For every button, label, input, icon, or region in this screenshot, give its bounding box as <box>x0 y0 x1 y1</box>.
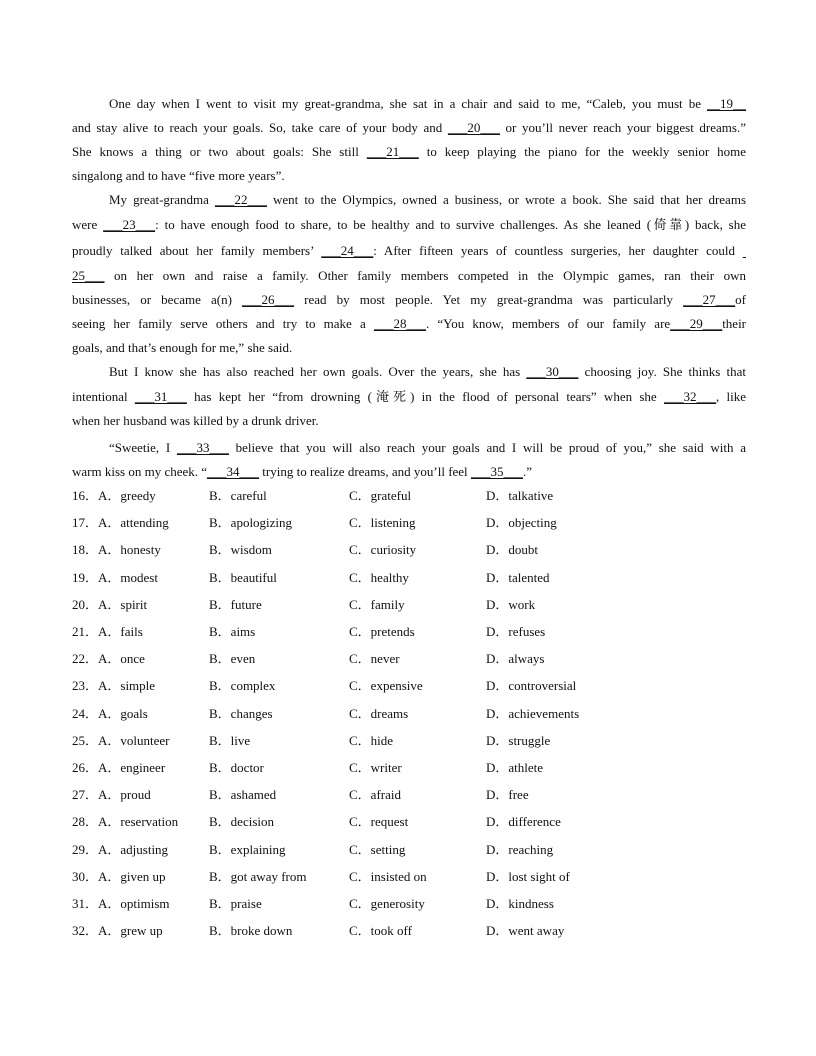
passage-text: goals, and that’s enough for me,” she said. <box>72 340 293 355</box>
passage-text: their <box>722 316 747 331</box>
passage-text: or you’ll never reach your biggest dreams.” <box>499 120 746 135</box>
option-b: B．changes <box>209 706 273 721</box>
question-row <box>72 676 746 698</box>
question-row <box>72 758 746 780</box>
option-d: D．kindness <box>486 896 554 911</box>
option-b: B．apologizing <box>209 515 293 530</box>
passage-text: and stay alive to reach your goals. So, take care of your body and <box>72 120 448 135</box>
option-a <box>72 921 163 941</box>
question-row <box>72 540 746 562</box>
option-b: B．decision <box>209 814 274 829</box>
question-row <box>72 513 746 535</box>
option-a-text: volunteer <box>120 733 170 748</box>
option-b: B．explaining <box>209 842 286 857</box>
passage-text: My great-grandma <box>109 192 215 207</box>
option-a <box>72 812 178 832</box>
answer-blank: ___21___ <box>366 144 419 159</box>
option-d: D．refuses <box>486 624 546 639</box>
question-number: 23．A． <box>72 678 121 693</box>
question-row <box>72 867 746 889</box>
passage-text: to keep playing the piano for the weekly senior home <box>418 144 746 159</box>
option-a <box>72 595 147 615</box>
option-c: C．curiosity <box>349 542 417 557</box>
passage-text: : After fifteen years of countless surgeries, her daughter could <box>373 243 743 258</box>
passage-text: choosing joy. She thinks that <box>578 364 746 379</box>
option-a <box>72 676 155 696</box>
passage-line <box>72 118 746 142</box>
passage-line <box>72 266 746 290</box>
option-b: B．careful <box>209 488 267 503</box>
question-number: 31．A． <box>72 896 121 911</box>
passage-text: , like <box>715 389 746 404</box>
option-a-text: modest <box>120 570 158 585</box>
option-a <box>72 731 169 751</box>
answer-blank <box>743 243 746 258</box>
passage-line <box>72 190 746 214</box>
option-a <box>72 622 143 642</box>
option-a-text: given up <box>120 869 166 884</box>
option-c: C．setting <box>349 842 406 857</box>
option-d: D．talkative <box>486 488 554 503</box>
question-number: 21．A． <box>72 624 121 639</box>
passage-text: on her own and raise a family. Other family members competed in the Olympic games, ran their own <box>104 268 746 283</box>
option-b: B．complex <box>209 678 276 693</box>
passage-text: trying to realize dreams, and you’ll feel <box>259 464 471 479</box>
option-d: D．free <box>486 787 529 802</box>
option-a-text: attending <box>120 515 169 530</box>
option-d: D．talented <box>486 570 550 585</box>
passage-text: But I know she has also reached her own goals. Over the years, she has <box>109 364 527 379</box>
option-a <box>72 486 156 506</box>
passage-text: warm kiss on my cheek. “ <box>72 464 208 479</box>
option-c: C．request <box>349 814 409 829</box>
option-a-text: spirit <box>120 597 148 612</box>
passage-text: businesses, or became a(n) <box>72 292 243 307</box>
answer-blank: ___26___ <box>242 292 295 307</box>
answer-blank: ___33___ <box>176 440 229 455</box>
passage-text: intentional <box>72 389 135 404</box>
question-number: 19．A． <box>72 570 121 585</box>
passage-text: proudly talked about her family members’ <box>72 243 322 258</box>
passage-line <box>72 241 746 265</box>
option-c: C．family <box>349 597 405 612</box>
question-row <box>72 921 746 943</box>
question-number: 26．A． <box>72 760 121 775</box>
passage-line <box>72 215 746 239</box>
option-a-text: grew up <box>120 923 163 938</box>
answer-blank: 25___ <box>72 268 105 283</box>
passage-text: . “You know, members of our family are <box>425 316 671 331</box>
option-a-text: greedy <box>120 488 156 503</box>
option-c: C．hide <box>349 733 394 748</box>
option-a <box>72 894 170 914</box>
option-c: C．pretends <box>349 624 415 639</box>
option-d: D．reaching <box>486 842 554 857</box>
passage-text: has kept her “from drowning (淹死) in the flood of personal tears” when she <box>186 389 664 404</box>
answer-blank: ___34___ <box>207 464 260 479</box>
passage-text: singalong and to have “five more years”. <box>72 168 285 183</box>
option-c: C．afraid <box>349 787 401 802</box>
option-c: C．expensive <box>349 678 423 693</box>
option-c: C．insisted on <box>349 869 427 884</box>
question-number: 16．A． <box>72 488 121 503</box>
question-number: 20．A． <box>72 597 121 612</box>
question-number: 30．A． <box>72 869 121 884</box>
option-a-text: simple <box>120 678 156 693</box>
option-d: D．achievements <box>486 706 580 721</box>
answer-blank: ___24___ <box>321 243 374 258</box>
passage-text: She knows a thing or two about goals: She still <box>72 144 367 159</box>
question-number: 17．A． <box>72 515 121 530</box>
question-row <box>72 649 746 671</box>
option-d: D．lost sight of <box>486 869 570 884</box>
option-b: B．got away from <box>209 869 307 884</box>
passage-text: of <box>735 292 746 307</box>
option-a <box>72 867 166 887</box>
answer-blank: __19__ <box>707 96 746 111</box>
option-a-text: once <box>120 651 145 666</box>
option-a-text: reservation <box>120 814 179 829</box>
option-d: D．went away <box>486 923 565 938</box>
passage-text: seeing her family serve others and try to make a <box>72 316 374 331</box>
answer-blank: ___32___ <box>663 389 716 404</box>
option-b: B．beautiful <box>209 570 277 585</box>
passage-line <box>72 142 746 166</box>
passage-text: read by most people. Yet my great-grandma was particularly <box>294 292 684 307</box>
passage-text: were <box>72 217 104 232</box>
option-c: C．took off <box>349 923 412 938</box>
option-c: C．listening <box>349 515 416 530</box>
question-number: 27．A． <box>72 787 121 802</box>
answer-blank: ___22___ <box>214 192 267 207</box>
question-number: 18．A． <box>72 542 121 557</box>
question-number: 24．A． <box>72 706 121 721</box>
option-b: B．wisdom <box>209 542 272 557</box>
passage-line <box>72 411 746 435</box>
question-row <box>72 704 746 726</box>
option-a-text: engineer <box>120 760 166 775</box>
option-b: B．aims <box>209 624 256 639</box>
passage-line <box>72 387 746 411</box>
option-b: B．even <box>209 651 256 666</box>
option-a <box>72 568 158 588</box>
option-a-text: goals <box>120 706 148 721</box>
passage-line <box>72 462 746 486</box>
passage-text: .” <box>522 464 532 479</box>
option-b: B．future <box>209 597 262 612</box>
option-d: D．always <box>486 651 545 666</box>
passage-line <box>72 314 746 338</box>
option-a-text: adjusting <box>120 842 169 857</box>
question-row <box>72 812 746 834</box>
answer-blank: ___23___ <box>103 217 156 232</box>
question-row <box>72 622 746 644</box>
question-row <box>72 731 746 753</box>
option-a-text: fails <box>120 624 143 639</box>
question-number: 29．A． <box>72 842 121 857</box>
option-b: B．praise <box>209 896 262 911</box>
passage-line <box>72 362 746 386</box>
option-b: B．broke down <box>209 923 293 938</box>
passage-text: when her husband was killed by a drunk driver. <box>72 413 319 428</box>
option-d: D．doubt <box>486 542 539 557</box>
option-a <box>72 513 169 533</box>
option-c: C．dreams <box>349 706 409 721</box>
option-d: D．work <box>486 597 536 612</box>
option-d: D．difference <box>486 814 561 829</box>
question-number: 22．A． <box>72 651 121 666</box>
answer-blank: ___27___ <box>683 292 736 307</box>
answer-blank: ___29___ <box>670 316 723 331</box>
passage-text: went to the Olympics, owned a business, or wrote a book. She said that her dreams <box>266 192 747 207</box>
passage-text: One day when I went to visit my great-grandma, she sat in a chair and said to me, “Caleb, you must be <box>109 96 707 111</box>
passage-line <box>72 94 746 118</box>
question-number: 28．A． <box>72 814 121 829</box>
answer-blank: ___30___ <box>526 364 579 379</box>
option-a-text: proud <box>120 787 151 802</box>
answer-blank: ___31___ <box>134 389 187 404</box>
question-number: 32．A． <box>72 923 121 938</box>
question-row <box>72 840 746 862</box>
option-b: B．doctor <box>209 760 264 775</box>
passage-text: “Sweetie, I <box>109 440 177 455</box>
option-a-text: optimism <box>120 896 170 911</box>
answer-blank: ___20___ <box>447 120 500 135</box>
passage-line <box>72 338 746 362</box>
question-row <box>72 486 746 508</box>
option-c: C．never <box>349 651 400 666</box>
passage-line <box>72 290 746 314</box>
option-c: C．healthy <box>349 570 409 585</box>
question-row <box>72 595 746 617</box>
option-d: D．objecting <box>486 515 557 530</box>
option-a <box>72 840 168 860</box>
option-c: C．generosity <box>349 896 425 911</box>
answer-blank: ___35___ <box>470 464 523 479</box>
question-row <box>72 568 746 590</box>
passage-line <box>72 438 746 462</box>
passage-line <box>72 166 746 190</box>
option-a <box>72 649 145 669</box>
question-row <box>72 785 746 807</box>
option-a-text: honesty <box>120 542 161 557</box>
option-c: C．writer <box>349 760 402 775</box>
passage-text: believe that you will also reach your goals and I will be proud of you,” she said with a <box>228 440 746 455</box>
option-d: D．athlete <box>486 760 544 775</box>
option-d: D．controversial <box>486 678 577 693</box>
option-c: C．grateful <box>349 488 412 503</box>
option-a <box>72 704 148 724</box>
option-a <box>72 785 151 805</box>
answer-blank: ___28___ <box>373 316 426 331</box>
question-row <box>72 894 746 916</box>
option-b: B．ashamed <box>209 787 277 802</box>
option-b: B．live <box>209 733 251 748</box>
option-a <box>72 540 161 560</box>
option-d: D．struggle <box>486 733 551 748</box>
question-number: 25．A． <box>72 733 121 748</box>
option-a <box>72 758 165 778</box>
passage-text: : to have enough food to share, to be healthy and to survive challenges. As she leaned (倚靠) back, she <box>155 217 746 232</box>
